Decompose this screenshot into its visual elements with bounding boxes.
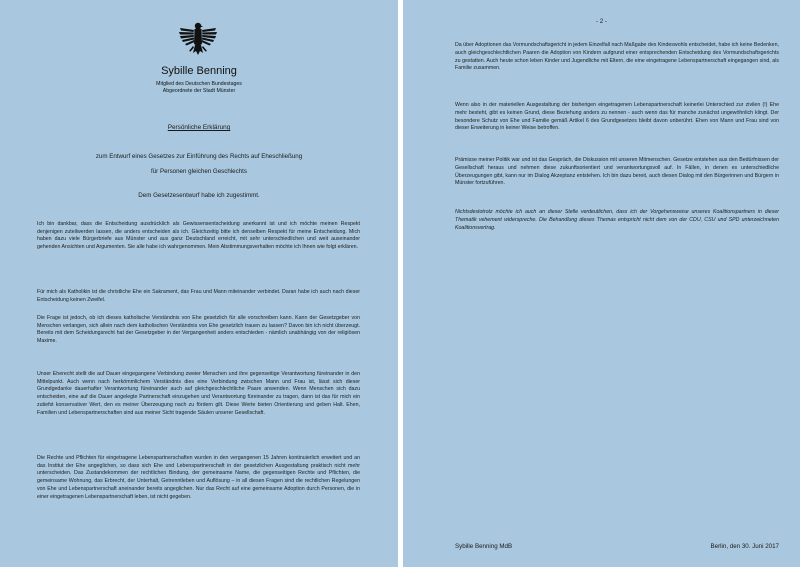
vote-statement: Dem Gesetzesentwurf habe ich zugestimmt. <box>138 192 260 199</box>
body-paragraph: Die Rechte und Pflichten für eingetragene Lebenspartnerschaften wurden in den vergangenen 15 Jahren kontinuierlich erweitert und an das Institut der Ehe angeglichen, so dass sich Ehe und Lebenspartnerschaft in der gesetzlichen Ausgestaltung praktisch nicht mehr unterscheiden. Das Zustandekommen der rechtlichen Bindung, der gemeinsame Name, die gegenseitigen Rechte und Pflichten, die gemeinsame Wohnung, das Erbrecht, der Unterhalt, Getrenntleben und Auflösung – in all diesen Fragen sind die rechtlichen Regelungen von Ehe und Lebenspartnerschaft aneinander bereits angeglichen. Nur das Recht auf eine gemeinsame Adoption durch Personen, die in einer eingetragenen Lebenspartnerschaft leben, ist nicht gegeben. <box>37 455 360 500</box>
subject-line-2: für Personen gleichen Geschlechts <box>151 168 247 175</box>
sender-title: Mitglied des Deutschen Bundestages <box>156 81 242 87</box>
body-paragraph: Für mich als Katholikin ist die christliche Ehe ein Sakrament, das Frau und Mann miteinander verbindet. Daran habe ich auch nach dieser Entscheidung keinen Zweifel. <box>37 289 360 303</box>
left-page <box>0 0 398 567</box>
body-paragraph: Wenn also in der materiellen Ausgestaltung der bisherigen eingetragenen Lebenspartnerschaft keinerlei Unterschied zur zivilen (!) Ehe mehr besteht, gibt es keinen Grund, diese Beziehung anders zu nennen - auch wenn das für manche zunächst ungewöhnlich klingt. Der besondere Schutz von Ehe und Familie gemäß Artikel 6 des Grundgesetzes bleibt davon unberührt. Ehen von Mann und Frau sind von dieser Erweiterung in keiner Weise betroffen. <box>455 102 779 132</box>
sender-name: Sybille Benning <box>161 65 237 77</box>
place-date: Berlin, den 30. Juni 2017 <box>710 543 779 550</box>
italic-paragraph: Nichtsdestotrotz möchte ich auch an dieser Stelle verdeutlichen, dass ich der Vorgehensweise unseres Koalitionspartners in dieser Thematik vehement widerspreche. Die Behandlung dieses Themas entspricht nicht dem von der CDU, CSU und SPD unterzeichneten Koalitionsvertrag. <box>455 209 779 231</box>
page-number: - 2 - <box>595 18 607 25</box>
body-paragraph: Ich bin dankbar, dass die Entscheidung ausdrücklich als Gewissensentscheidung anerkannt ist und ich möchte meinen Respekt denjenigen zuteilwerden lassen, die anders entscheiden als ich. Gleichzeitig bitte ich denselben Respekt für meine Entscheidung. Mich haben dazu viele Bürgerbriefe aus Münster und aus ganz Deutschland erreicht, mit sehr unterschiedlichen und weit auseinander gehenden Ansichten und Argumenten. Sie alle habe ich wahrgenommen. Mein Abstimmungsverhalten möchte ich Ihnen wie folgt erklären. <box>37 221 360 251</box>
body-paragraph: Da über Adoptionen das Vormundschaftsgericht in jedem Einzelfall nach Maßgabe des Kindeswohls entscheidet, habe ich keine Bedenken, auch gleichgeschlechtlichen Paaren die Adoption von Kindern aufgrund einer entsprechenden Entscheidung des Vormundschaftsgerichts zu gestatten. Auch heute schon leben Kinder und Jugendliche mit Eltern, die eine eingetragene Lebenspartnerschaft eingegangen sind, als Familie zusammen. <box>455 42 779 72</box>
body-paragraph: Prämisse meiner Politik war und ist das Gespräch, die Diskussion mit unseren Mitmenschen. Gesetze entstehen aus den Bedürfnissen der Gesellschaft heraus und nehmen diese zukunftsorientiert und verantwortungsvoll auf. In Fällen, in denen es unterschiedliche Überzeugungen gibt, kann nur im Dialog Akzeptanz entstehen. Ich bin dazu bereit, auch diesen Dialog mit den Bürgerinnen und Bürgern in Münster fortzuführen. <box>455 157 779 187</box>
body-paragraph: Die Frage ist jedoch, ob ich dieses katholische Verständnis von Ehe gesetzlich für alle vorschreiben kann. Kann der Gesetzgeber von Menschen verlangen, sich allein nach dem katholischen Verständnis von Ehe gesetzlich trauen zu lassen? Davon bin ich nicht überzeugt. Bereits mit dem Scheidungsrecht hat der Gesetzgeber in der Vergangenheit anders entschieden - nämlich unabhängig von der religiösen Maxime. <box>37 315 360 345</box>
right-page <box>403 0 800 567</box>
body-paragraph: Unser Eherecht stellt die auf Dauer eingegangene Verbindung zweier Menschen und ihre gegenseitige Verantwortung füreinander in den Mittelpunkt. Auch wenn nach herkömmlichem Verständnis dies eine Verbindung zwischen Mann und Frau ist, lässt sich dieser Grundgedanke dauerhafter Verantwortung füreinander auch auf gleichgeschlechtliche Paare anwenden. Wenn Menschen sich dazu entscheiden, eine auf die Dauer angelegte Partnerschaft einzugehen und Verantwortung füreinander zu tragen, dann ist das für mich ein zutiefst konservativer Wert, den es meiner Überzeugung nach zu fördern gilt. Diese Werte bieten Orientierung und geben Halt. Ehen, Familien und Lebenspartnerschaften sind aus meiner Sicht tragende Säulen unserer Gesellschaft. <box>37 371 360 416</box>
sender-constituency: Abgeordnete der Stadt Münster <box>162 88 236 94</box>
federal-eagle-icon <box>176 20 220 60</box>
subject-line-1: zum Entwurf eines Gesetzes zur Einführung des Rechts auf Eheschließung <box>95 153 303 160</box>
declaration-title: Persönliche Erklärung <box>167 124 231 131</box>
signature-name: Sybille Benning MdB <box>455 543 513 550</box>
